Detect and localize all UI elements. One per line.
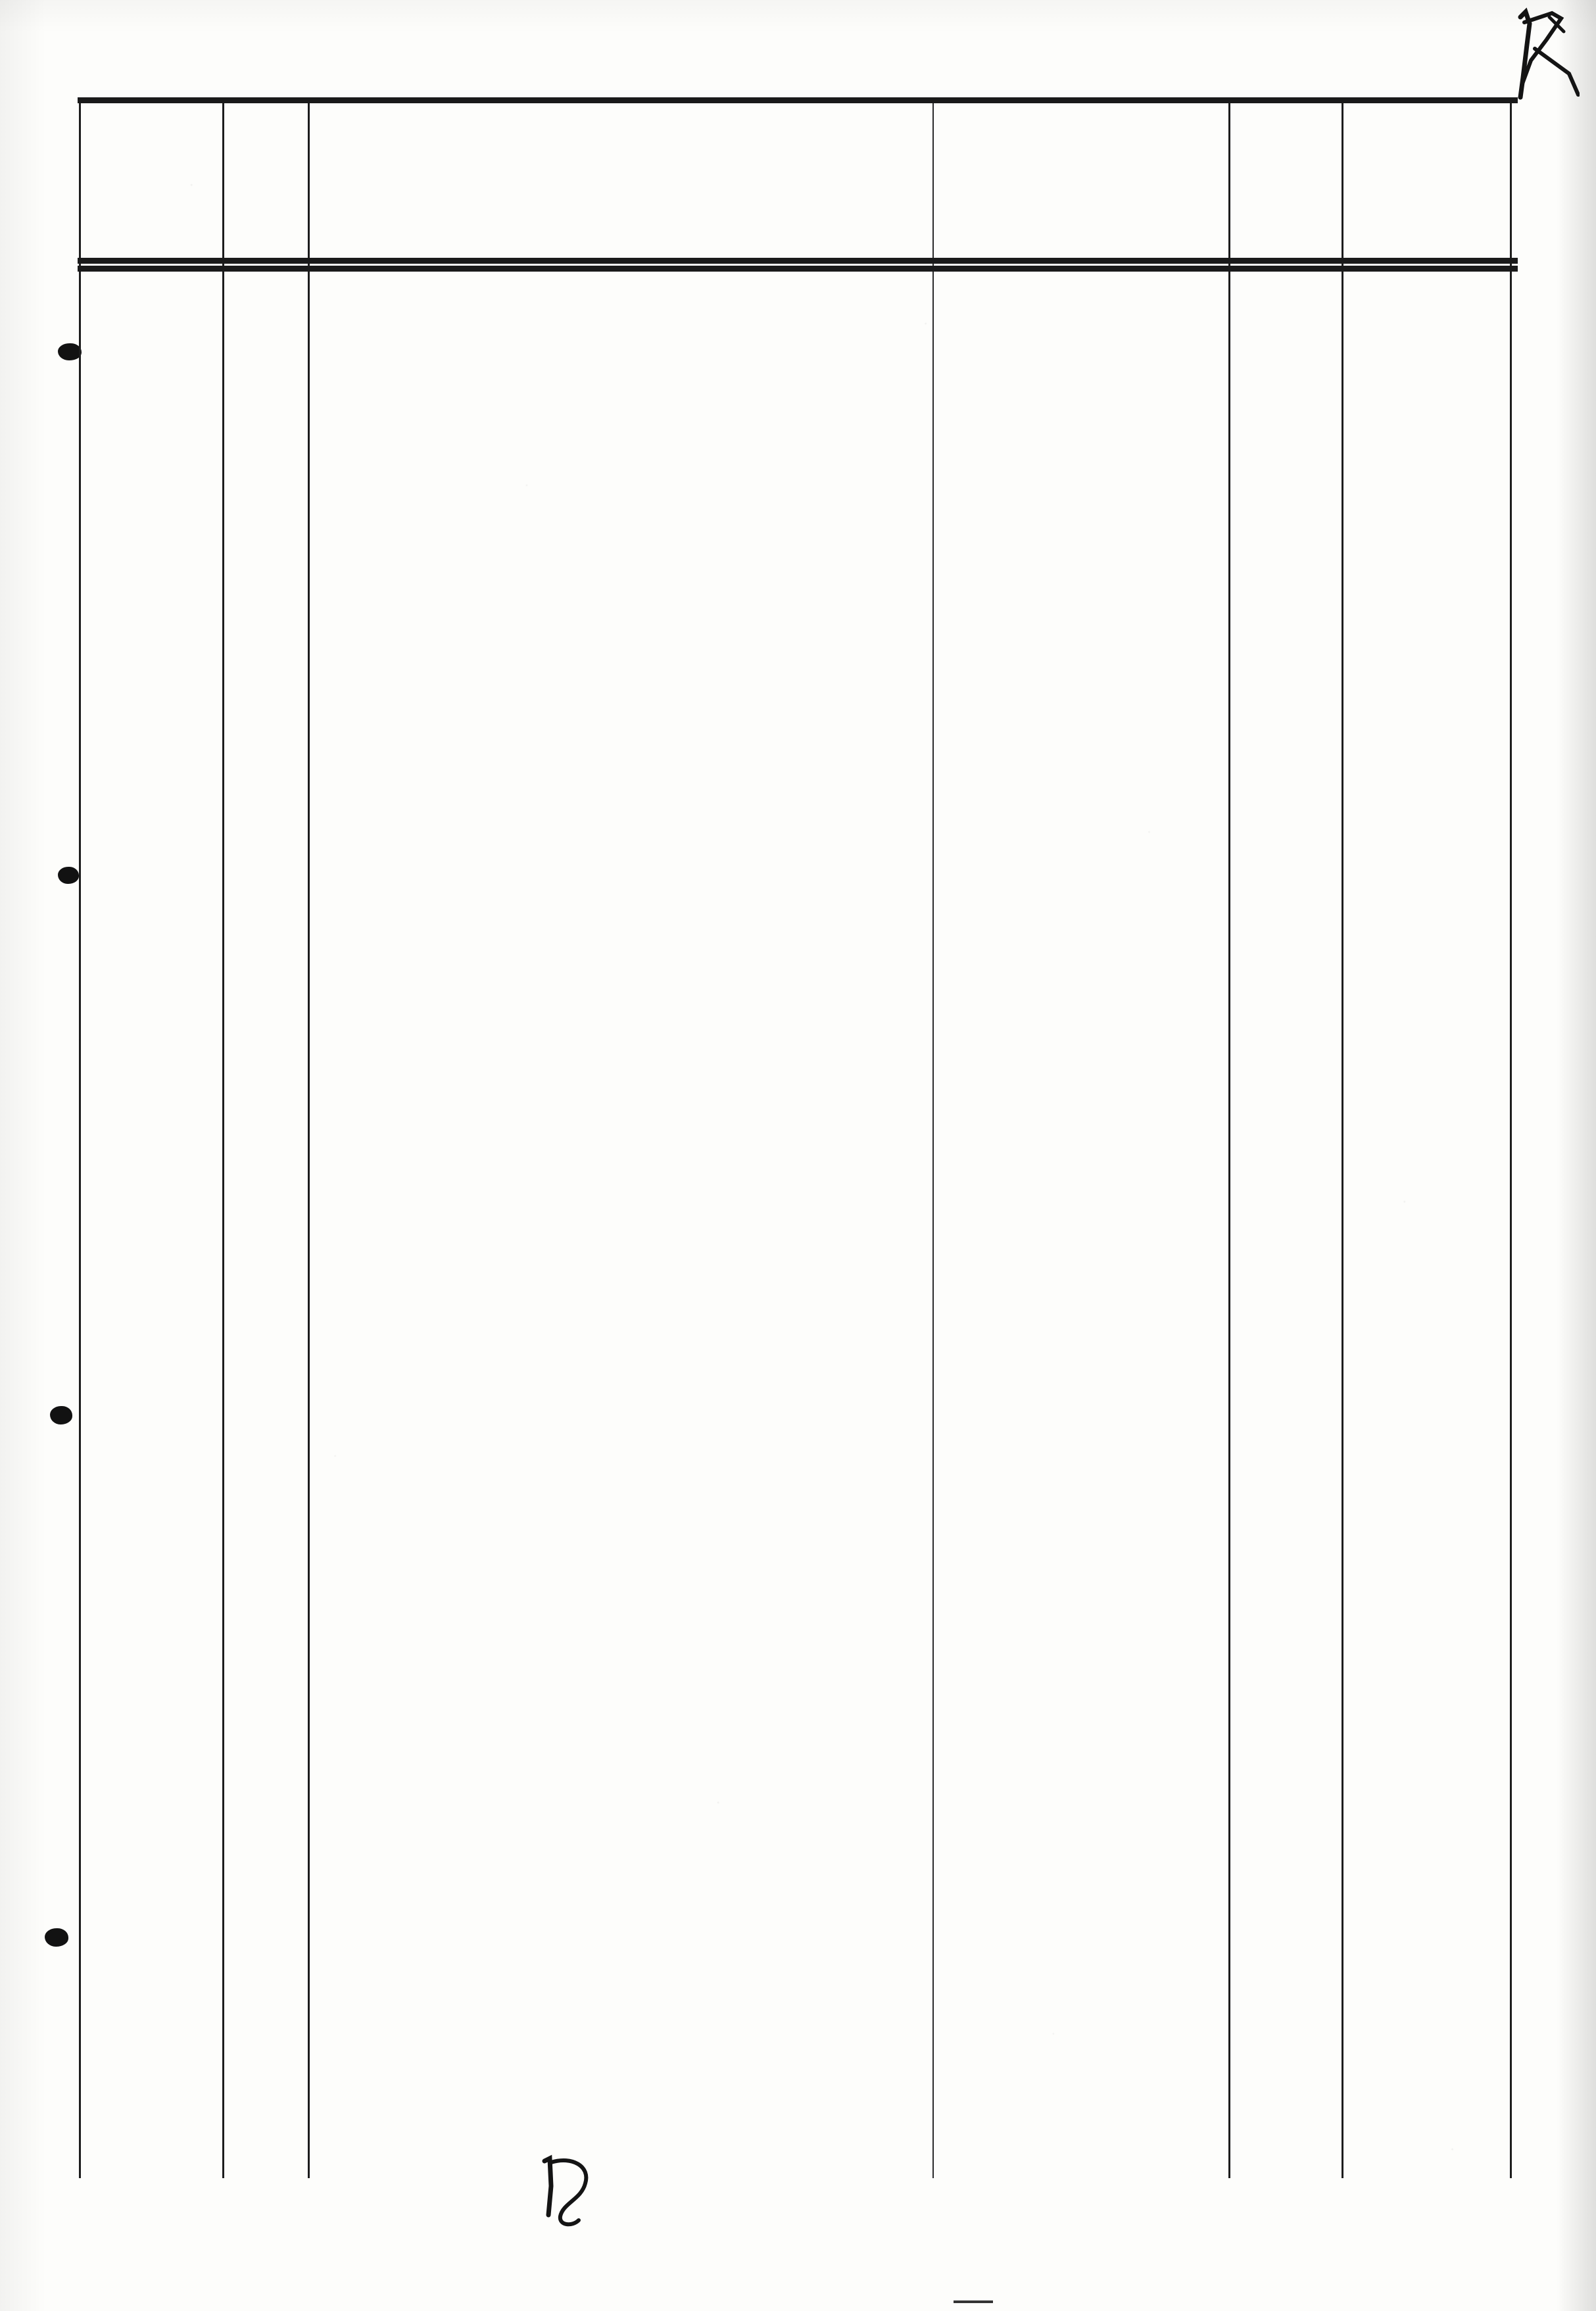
table-header-rule-lower xyxy=(78,266,1518,272)
table-top-rule xyxy=(78,97,1518,103)
table-left-border xyxy=(79,103,81,2178)
handwritten-page-mark-icon xyxy=(1501,5,1580,104)
column-divider-record-no xyxy=(308,103,310,2178)
column-divider-titles xyxy=(932,103,934,2178)
column-divider-date xyxy=(1228,103,1230,2178)
table-right-border xyxy=(1510,103,1512,2178)
table-header-rule-upper xyxy=(78,258,1518,264)
column-divider-sheets xyxy=(1342,103,1343,2178)
margin-ink-blot xyxy=(58,867,79,884)
header-record-number-column xyxy=(219,0,251,116)
page-edge-speck xyxy=(954,2300,993,2303)
handwritten-footer-mark-icon xyxy=(534,2152,606,2231)
column-divider-number xyxy=(222,103,224,2178)
margin-ink-blot xyxy=(50,1406,72,1424)
margin-ink-blot xyxy=(45,1928,68,1947)
margin-ink-blot xyxy=(58,343,82,360)
scan-right-smudge xyxy=(1557,0,1596,2311)
